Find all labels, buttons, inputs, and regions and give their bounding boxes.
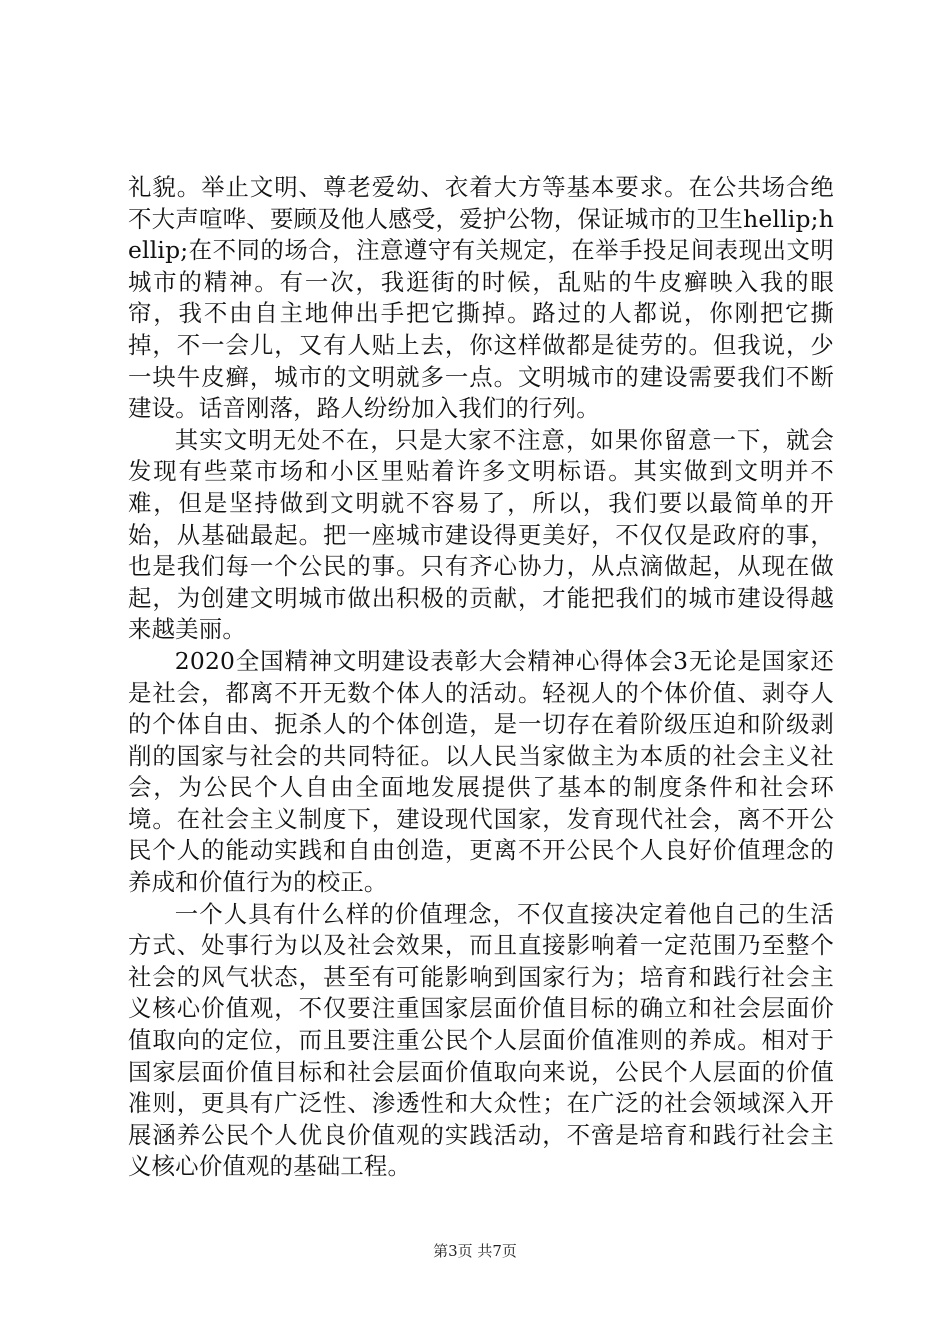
page-footer: 第3页 共7页 xyxy=(433,1242,517,1260)
paragraph-1: 礼貌。举止文明、尊老爱幼、衣着大方等基本要求。在公共场合绝不大声喧哗、要顾及他人感受，爱护公物，保证城市的卫生hellip;hellip;在不同的场合，注意遵守有关规定，在举手投足间表现出文明城市的精神。有一次，我逛街的时候，乱贴的牛皮癣映入我的眼帘，我不由自主地伸出手把它撕掉。路过的人都说，你刚把它撕掉，不一会儿，又有人贴上去，你这样做都是徒劳的。但我说，少一块牛皮癣，城市的文明就多一点。文明城市的建设需要我们不断建设。话音刚落，路人纷纷加入我们的行列。 xyxy=(128,173,834,423)
paragraph-4: 一个人具有什么样的价值理念，不仅直接决定着他自己的生活方式、处事行为以及社会效果，而且直接影响着一定范围乃至整个社会的风气状态，甚至有可能影响到国家行为；培育和践行社会主义核心价值观，不仅要注重国家层面价值目标的确立和社会层面价值取向的定位，而且要注重公民个人层面价值准则的养成。相对于国家层面价值目标和社会层面价值取向来说，公民个人层面的价值准则，更具有广泛性、渗透性和大众性；在广泛的社会领域深入开展涵养公民个人优良价值观的实践活动，不啻是培育和践行社会主义核心价值观的基础工程。 xyxy=(128,899,834,1181)
paragraph-3: 2020全国精神文明建设表彰大会精神心得体会3无论是国家还是社会，都离不开无数个体人的活动。轻视人的个体价值、剥夺人的个体自由、扼杀人的个体创造，是一切存在着阶级压迫和阶级剥削的国家与社会的共同特征。以人民当家做主为本质的社会主义社会，为公民个人自由全面地发展提供了基本的制度条件和社会环境。在社会主义制度下，建设现代国家，发育现代社会，离不开公民个人的能动实践和自由创造，更离不开公民个人良好价值理念的养成和价值行为的校正。 xyxy=(128,646,834,897)
paragraph-2: 其实文明无处不在，只是大家不注意，如果你留意一下，就会发现有些菜市场和小区里贴着许多文明标语。其实做到文明并不难，但是坚持做到文明就不容易了，所以，我们要以最简单的开始，从基础最起。把一座城市建设得更美好，不仅仅是政府的事，也是我们每一个公民的事。只有齐心协力，从点滴做起，从现在做起，为创建文明城市做出积极的贡献，才能把我们的城市建设得越来越美丽。 xyxy=(128,425,834,644)
document-body xyxy=(128,172,834,1183)
